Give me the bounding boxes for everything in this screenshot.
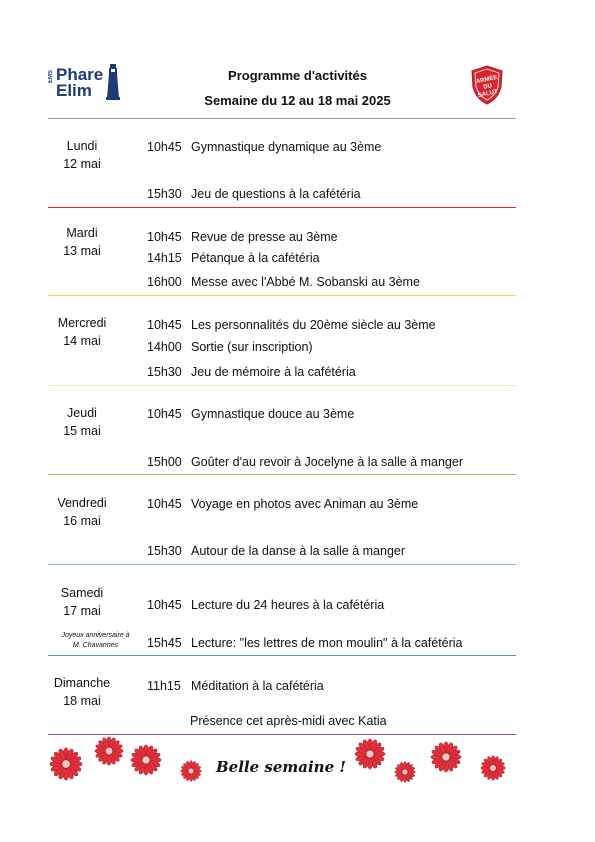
activity-text: Revue de presse au 3ème bbox=[191, 230, 338, 244]
day-tuesday bbox=[48, 224, 116, 260]
activity-time: 15h00 bbox=[147, 455, 182, 469]
shield-line3: SALUT bbox=[477, 89, 499, 100]
divider-tuesday bbox=[48, 295, 516, 296]
birthday-line1: Joyeux anniversaire à bbox=[61, 632, 130, 639]
armee-du-salut-shield-icon bbox=[468, 65, 506, 105]
day-saturday bbox=[48, 584, 116, 620]
activity-time: 10h45 bbox=[147, 318, 182, 332]
flower-icon bbox=[180, 760, 202, 782]
flower-icon bbox=[94, 736, 124, 766]
activity-text: Sortie (sur inscription) bbox=[191, 340, 313, 354]
page-title: Programme d'activités bbox=[228, 68, 367, 83]
activity-text: Les personnalités du 20ème siècle au 3ème bbox=[191, 318, 436, 332]
day-name: Samedi bbox=[60, 586, 104, 600]
day-date: 14 mai bbox=[63, 334, 101, 348]
activity-text: Lecture du 24 heures à la cafétéria bbox=[191, 598, 385, 612]
flower-icon bbox=[49, 747, 83, 781]
activity-text: Pétanque à la cafétéria bbox=[191, 251, 320, 265]
activity-time: 10h45 bbox=[147, 230, 182, 244]
activity-text: Voyage en photos avec Animan au 3ème bbox=[191, 497, 419, 511]
page-subtitle: Semaine du 12 au 18 mai 2025 bbox=[204, 93, 391, 108]
divider-saturday bbox=[48, 655, 516, 656]
shield-line2: DU bbox=[482, 83, 493, 91]
activity-time: 15h30 bbox=[147, 187, 182, 201]
day-wednesday bbox=[48, 314, 116, 350]
activity-time: 10h45 bbox=[147, 140, 182, 154]
activity-text: Jeu de mémoire à la cafétéria bbox=[191, 365, 356, 379]
activity-text: Jeu de questions à la cafétéria bbox=[191, 187, 361, 201]
activity-text: Messe avec l'Abbé M. Sobanski au 3ème bbox=[191, 275, 420, 289]
divider-friday bbox=[48, 564, 516, 565]
logo-line1: Phare bbox=[56, 65, 104, 84]
divider-wednesday bbox=[48, 385, 516, 386]
flower-icon bbox=[130, 744, 162, 776]
day-date: 17 mai bbox=[63, 604, 101, 618]
day-name: Lundi bbox=[66, 139, 98, 153]
logo-ems-text: EMS bbox=[48, 70, 54, 84]
activity-time: 15h30 bbox=[147, 365, 182, 379]
day-date: 15 mai bbox=[63, 424, 101, 438]
flower-icon bbox=[430, 741, 462, 773]
activity-time: 11h15 bbox=[147, 679, 181, 693]
activity-time: 14h00 bbox=[147, 340, 182, 354]
activity-text: Autour de la danse à la salle à manger bbox=[191, 544, 406, 558]
day-date: 13 mai bbox=[63, 244, 101, 258]
activity-text: Méditation à la cafétéria bbox=[191, 679, 324, 693]
sunday-note: Présence cet après-midi avec Katia bbox=[190, 714, 387, 728]
activity-time: 15h30 bbox=[147, 544, 182, 558]
activity-time: 14h15 bbox=[147, 251, 182, 265]
activity-text: Gymnastique dynamique au 3ème bbox=[191, 140, 382, 154]
flower-icon bbox=[354, 738, 386, 770]
logo-line2: Elim bbox=[56, 81, 92, 100]
day-name: Mardi bbox=[66, 226, 98, 240]
divider-monday bbox=[48, 207, 516, 208]
day-name: Mercredi bbox=[57, 316, 107, 330]
birthday-line2: M. Chavannes bbox=[72, 642, 119, 649]
day-friday bbox=[48, 494, 116, 530]
activity-text: Goûter d'au revoir à Jocelyne à la salle à manger bbox=[191, 455, 463, 469]
footer-message: Belle semaine ! bbox=[216, 758, 346, 776]
day-date: 18 mai bbox=[63, 694, 101, 708]
shield-line1: ARMÉE bbox=[475, 74, 499, 86]
activity-time: 10h45 bbox=[147, 497, 182, 511]
day-date: 12 mai bbox=[63, 157, 101, 171]
flower-icon bbox=[480, 755, 506, 781]
day-name: Vendredi bbox=[57, 496, 107, 510]
divider-header bbox=[48, 118, 516, 119]
activity-time: 16h00 bbox=[147, 275, 182, 289]
activity-text: Lecture: "les lettres de mon moulin" à la cafétéria bbox=[191, 636, 463, 650]
day-name: Jeudi bbox=[67, 406, 97, 420]
day-name: Dimanche bbox=[53, 676, 111, 690]
day-sunday bbox=[48, 674, 116, 710]
divider-thursday bbox=[48, 474, 516, 475]
activity-time: 15h45 bbox=[147, 636, 182, 650]
day-date: 16 mai bbox=[63, 514, 101, 528]
birthday-note bbox=[48, 631, 143, 651]
day-monday bbox=[48, 137, 116, 173]
activity-time: 10h45 bbox=[147, 598, 182, 612]
flower-icon bbox=[394, 761, 416, 783]
activity-text: Gymnastique douce au 3ème bbox=[191, 407, 355, 421]
day-thursday bbox=[48, 404, 116, 440]
activity-time: 10h45 bbox=[147, 407, 182, 421]
